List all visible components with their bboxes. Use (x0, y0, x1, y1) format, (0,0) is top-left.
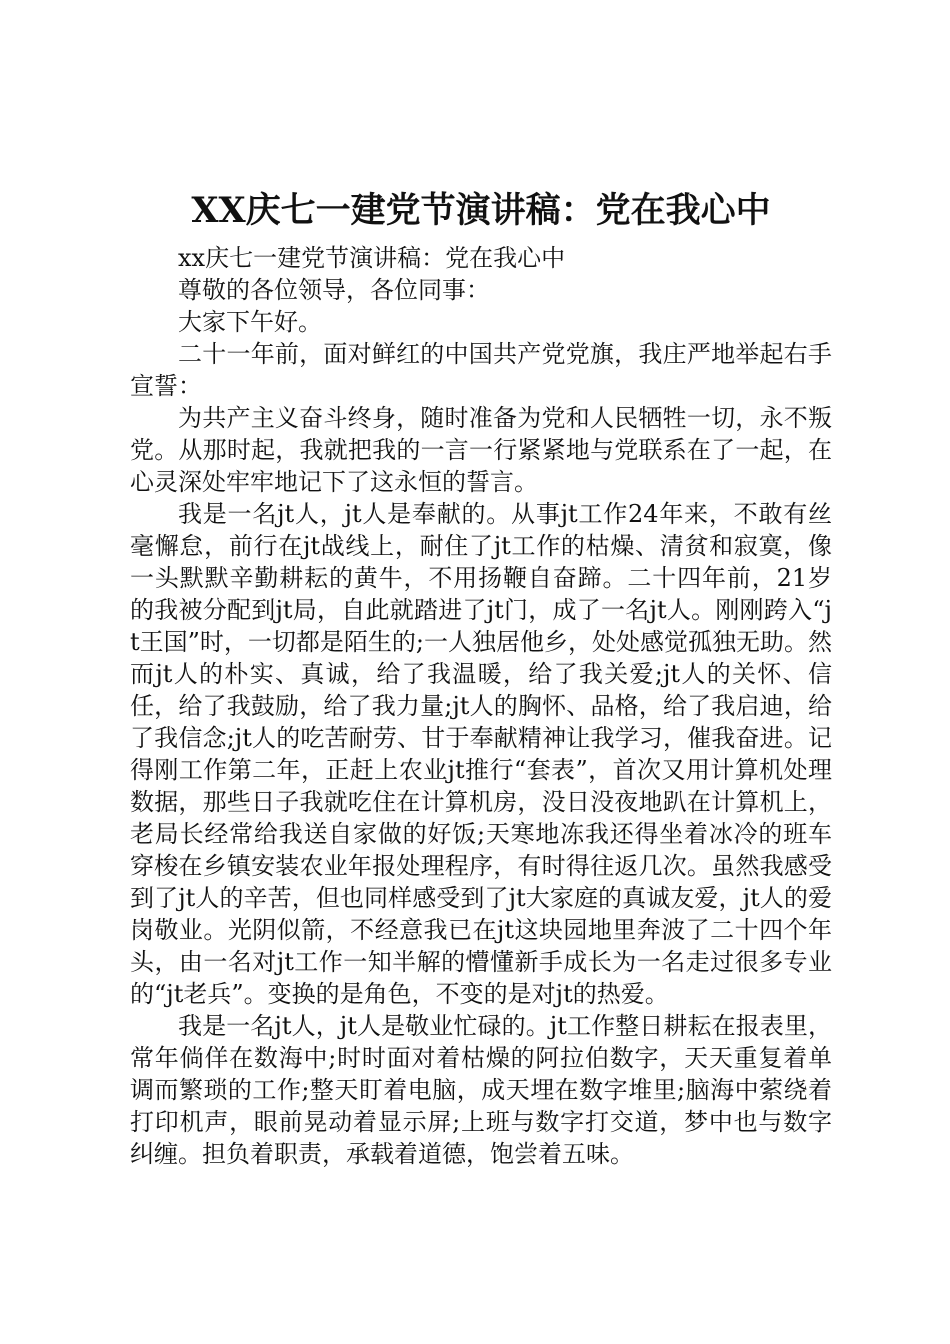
paragraph-subtitle: xx庆七一建党节演讲稿：党在我心中 (178, 244, 566, 272)
paragraph-greeting: 大家下午好。 (178, 308, 322, 336)
paragraph-dedication: 我是一名jt人，jt人是奉献的。从事jt工作24年来，不敢有丝毫懈怠，前行在jt战线上，耐住了jt工作的枯燥、清贫和寂寞，像一头默默辛勤耕耘的黄牛，不用扬鞭自奋蹄。二十四年前，21岁的我被分配到jt局，自此就踏进了jt门，成了一名jt人。刚刚跨入“jt王国”时，一切都是陌生的;一人独居他乡，处处感觉孤独无助。然而jt人的朴实、真诚，给了我温暖，给了我关爱;jt人的关怀、信任，给了我鼓励，给了我力量;jt人的胸怀、品格，给了我启迪，给了我信念;jt人的吃苦耐劳、甘于奉献精神让我学习，催我奋进。记得刚工作第二年，正赶上农业jt推行“套表”，首次又用计算机处理数据，那些日子我就吃住在计算机房，没日没夜地趴在计算机上，老局长经常给我送自家做的好饭;天寒地冻我还得坐着冰冷的班车穿梭在乡镇安装农业年报处理程序，有时得往返几次。虽然我感受到了jt人的辛苦，但也同样感受到了jt大家庭的真诚友爱，jt人的爱岗敬业。光阴似箭，不经意我已在jt这块园地里奔波了二十四个年头，由一名对jt工作一知半解的懵懂新手成长为一名走过很多专业的“jt老兵”。变换的是角色，不变的是对jt的热爱。 (130, 500, 832, 1008)
document-title: XX庆七一建党节演讲稿：党在我心中 (191, 190, 771, 231)
document-page (130, 188, 832, 1170)
paragraph-oath-intro: 二十一年前，面对鲜红的中国共产党党旗，我庄严地举起右手宣誓： (130, 340, 832, 400)
paragraph-diligence: 我是一名jt人，jt人是敬业忙碌的。jt工作整日耕耘在报表里，常年倘佯在数海中;时时面对着枯燥的阿拉伯数字，天天重复着单调而繁琐的工作;整天盯着电脑，成天埋在数字堆里;脑海中萦绕着打印机声，眼前晃动着显示屏;上班与数字打交道，梦中也与数字纠缠。担负着职责，承载着道德，饱尝着五味。 (130, 1012, 832, 1168)
paragraph-salutation: 尊敬的各位领导，各位同事： (178, 276, 490, 304)
paragraph-oath: 为共产主义奋斗终身，随时准备为党和人民牺牲一切，永不叛党。从那时起，我就把我的一言一行紧紧地与党联系在了一起，在心灵深处牢牢地记下了这永恒的誓言。 (130, 404, 832, 496)
